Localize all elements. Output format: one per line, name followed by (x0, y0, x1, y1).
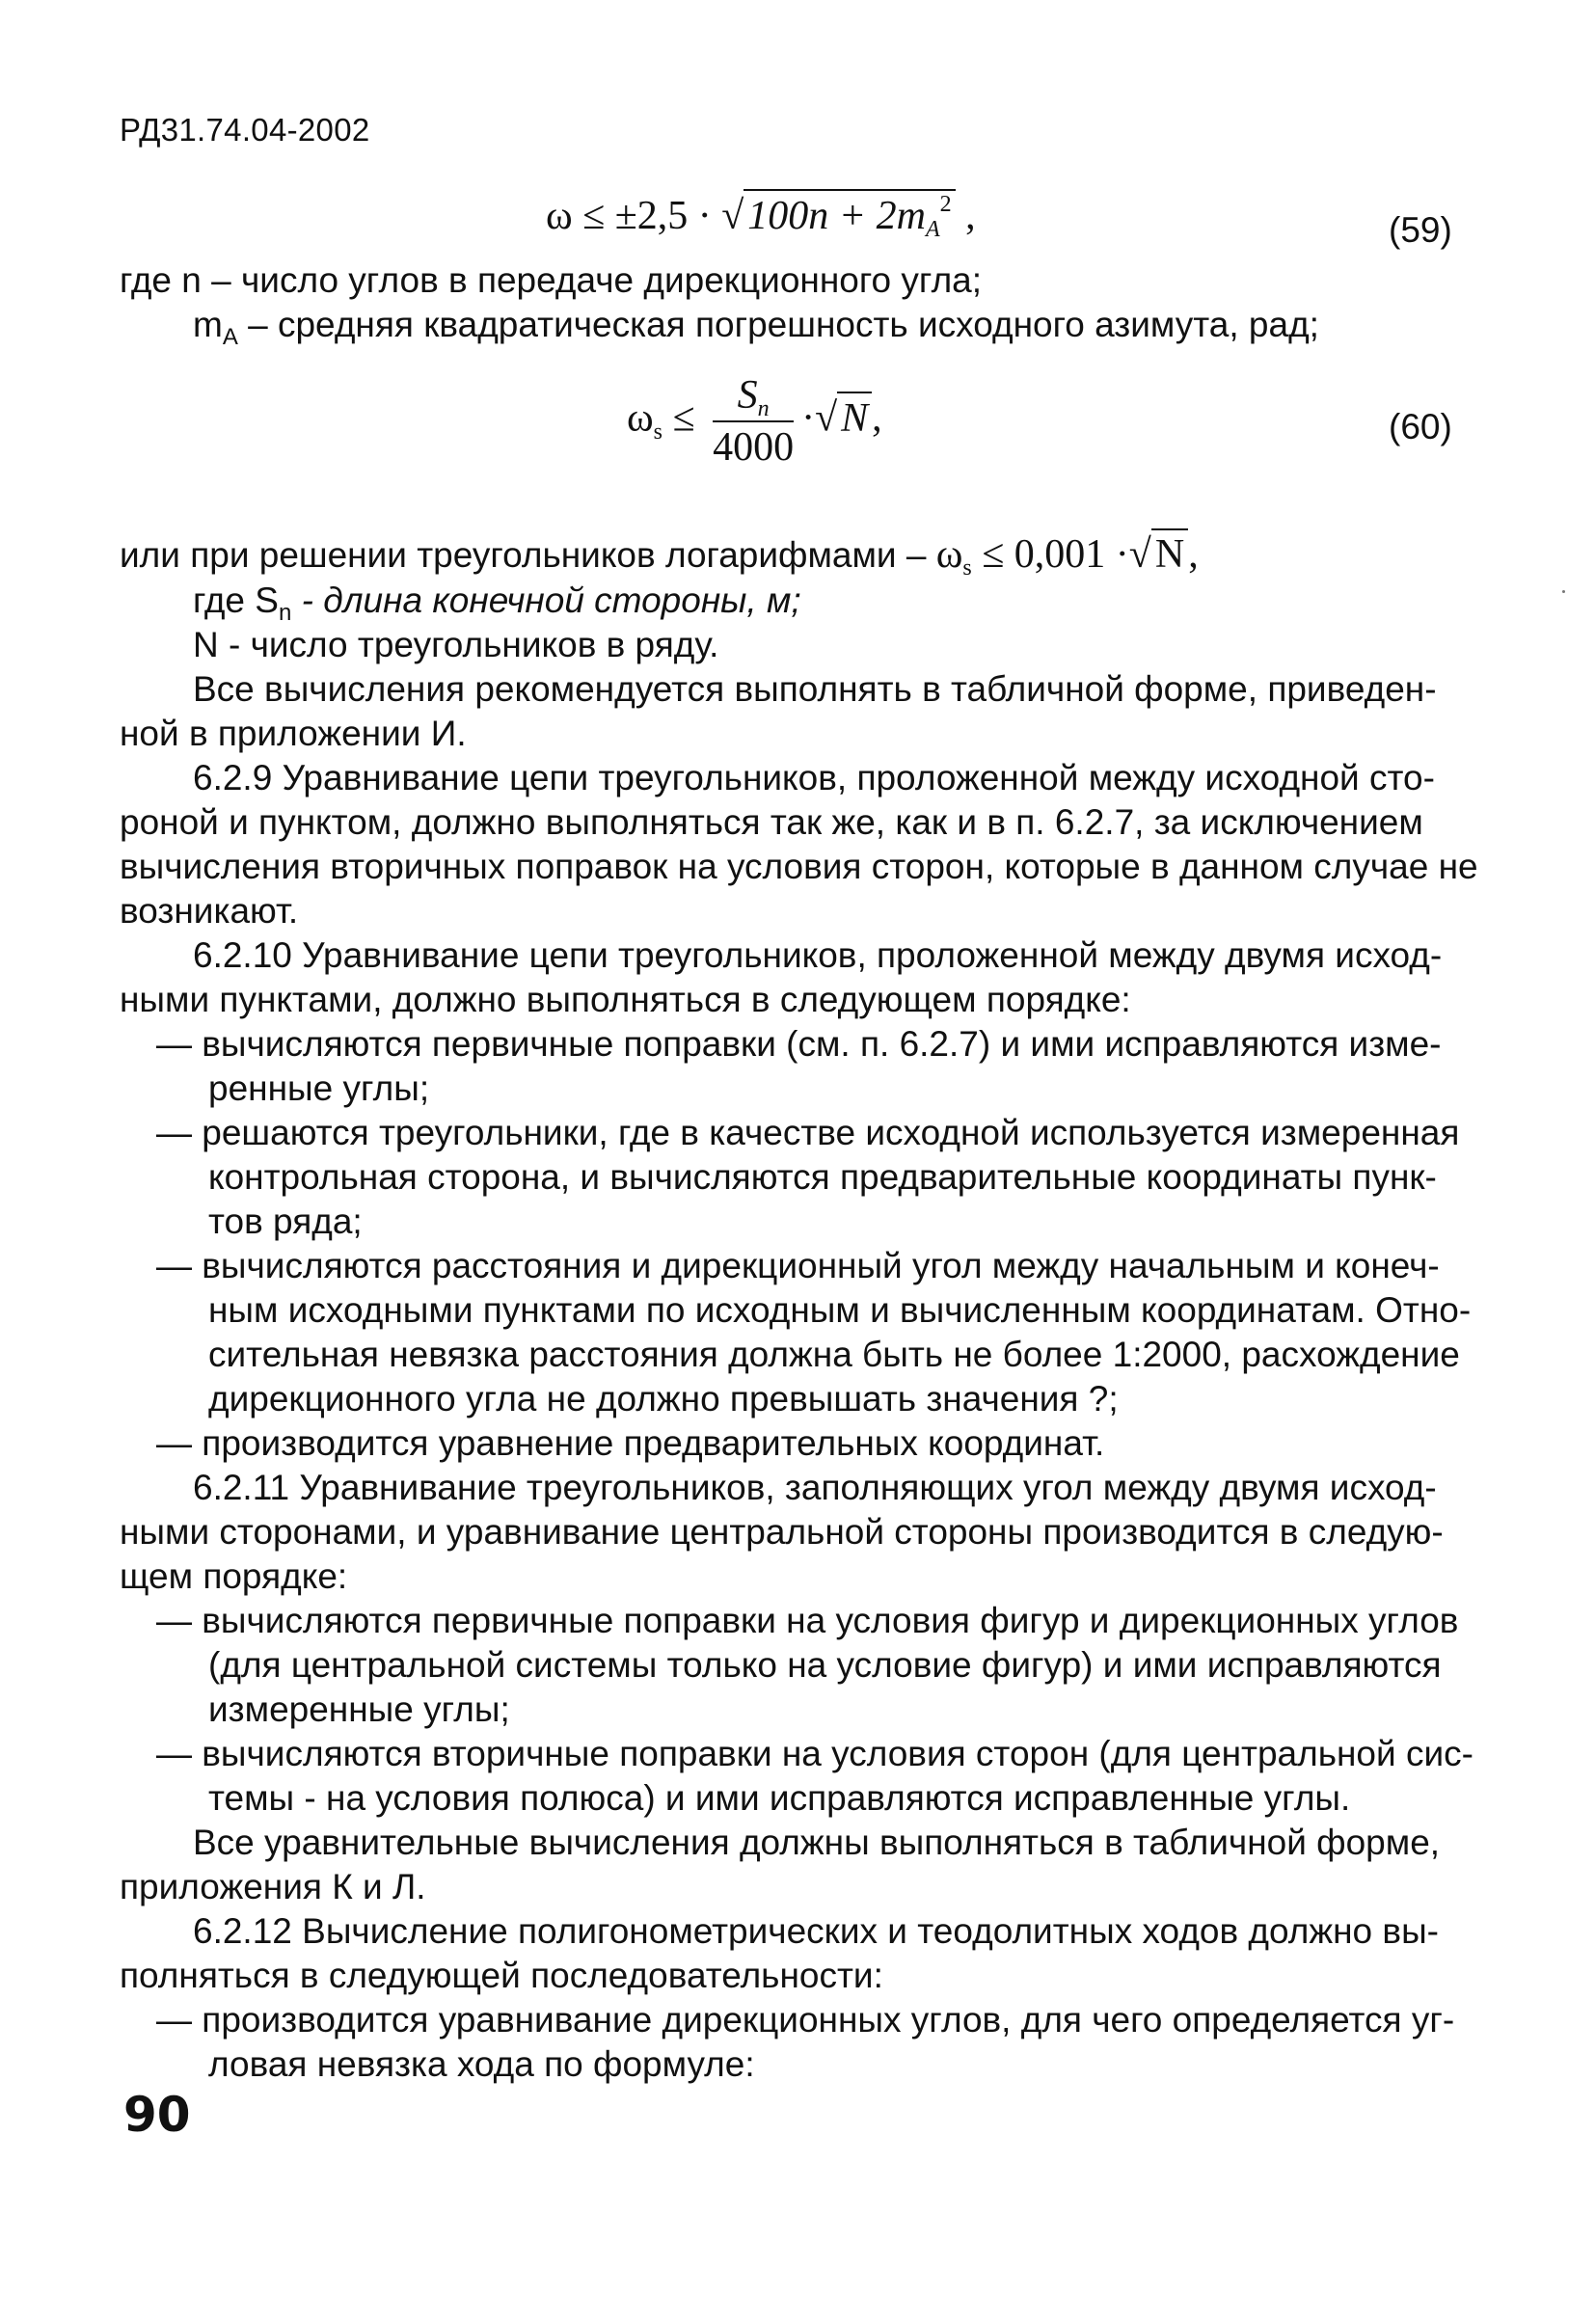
definition-mA: $m_A$ – средняя квадратическая погрешность исходного азимута, рад; (193, 305, 1319, 350)
paragraph-line: вычисления вторичных поправок на условия сторон, которые в данном случае не (120, 847, 1478, 886)
definition-N: N - число треугольников в ряду. (193, 625, 719, 664)
paragraph-line: роной и пунктом, должно выполняться так же, как и в п. 6.2.7, за исключением (120, 802, 1423, 842)
list-item: — производится уравнивание дирекционных углов, для чего определяется уг- (156, 2000, 1455, 2040)
list-item: — вычисляются расстояния и дирекционный угол между начальным и конеч- (156, 1246, 1440, 1285)
paragraph-line: 6.2.10 Уравнивание цепи треугольников, проложенной между двумя исход- (193, 935, 1443, 975)
log-line: или при решении треугольников логарифмами – ωs ≤ 0,001 ·√N, (120, 528, 1199, 582)
list-item-continuation: тов ряда; (208, 1202, 363, 1241)
paragraph-line: ной в приложении И. (120, 714, 467, 753)
paragraph-line: 6.2.9 Уравнивание цепи треугольников, проложенной между исходной сто- (193, 758, 1435, 797)
list-item-continuation: ловая невязка хода по формуле: (208, 2044, 755, 2084)
formula-59-radicand: $100n + 2mA^2$ (743, 189, 955, 239)
formula-59 (546, 189, 976, 242)
list-item: — производится уравнение предварительных координат. (156, 1423, 1105, 1463)
sqrt-sign: √ (721, 194, 744, 238)
formula-59-lhs: ω ≤ ±2,5 · (546, 194, 712, 238)
definition-Sn: где $S_n$ - длина конечной стороны, м; (193, 581, 801, 626)
page-number: 90 (123, 2087, 191, 2143)
list-item-continuation: ренные углы; (208, 1068, 430, 1108)
fraction: $\frac{Sn}{4000}$ (713, 373, 795, 470)
list-item: — вычисляются первичные поправки (см. п. 6.2.7) и ими исправляются изме- (156, 1024, 1442, 1064)
formula-60: ωs ≤ $\frac{Sn}{4000}$ ·√N, (627, 373, 882, 470)
list-item-continuation: сительная невязка расстояния должна быть не более 1:2000, расхождение (208, 1335, 1460, 1374)
list-item-continuation: (для центральной системы только на условие фигур) и ими исправляются (208, 1645, 1442, 1685)
paragraph-line: ными пунктами, должно выполняться в следующем порядке: (120, 980, 1131, 1019)
formula-59-tail: , (965, 194, 976, 238)
list-item: — решаются треугольники, где в качестве исходной используется измеренная (156, 1113, 1460, 1152)
list-item: — вычисляются первичные поправки на условия фигур и дирекционных углов (156, 1601, 1459, 1640)
definition-n: где n – число углов в передаче дирекционного угла; (120, 260, 983, 300)
paragraph-line: 6.2.12 Вычисление полигонометрических и теодолитных ходов должно вы- (193, 1911, 1439, 1951)
equation-number-59: (59) (1389, 210, 1452, 250)
scan-speck (1562, 590, 1565, 593)
list-item-continuation: контрольная сторона, и вычисляются предварительные координаты пунк- (208, 1157, 1437, 1197)
list-item-continuation: дирекционного угла не должно превышать значения ?; (208, 1379, 1119, 1419)
list-item: — вычисляются вторичные поправки на условия сторон (для центральной сис- (156, 1734, 1473, 1773)
document-code-header: РД31.74.04-2002 (120, 112, 370, 148)
paragraph-line: Все уравнительные вычисления должны выполняться в табличной форме, (193, 1823, 1441, 1862)
formula-60-radicand: N (837, 392, 872, 442)
paragraph-line: щем порядке: (120, 1556, 348, 1596)
list-item-continuation: темы - на условия полюса) и ими исправляются исправленные углы. (208, 1778, 1351, 1818)
paragraph-line: 6.2.11 Уравнивание треугольников, заполняющих угол между двумя исход- (193, 1468, 1437, 1507)
list-item-continuation: измеренные углы; (208, 1689, 510, 1729)
paragraph-line: ными сторонами, и уравнивание центральной стороны производится в следую- (120, 1512, 1444, 1552)
paragraph-line: приложения К и Л. (120, 1867, 426, 1906)
paragraph-line: возникают. (120, 891, 299, 931)
paragraph-line: Все вычисления рекомендуется выполнять в табличной форме, приведен- (193, 669, 1437, 709)
sqrt-sign: √ (815, 395, 838, 441)
paragraph-line: полняться в следующей последовательности: (120, 1956, 883, 1995)
equation-number-60: (60) (1389, 407, 1452, 446)
list-item-continuation: ным исходными пунктами по исходным и вычисленным координатам. Отно- (208, 1290, 1472, 1330)
